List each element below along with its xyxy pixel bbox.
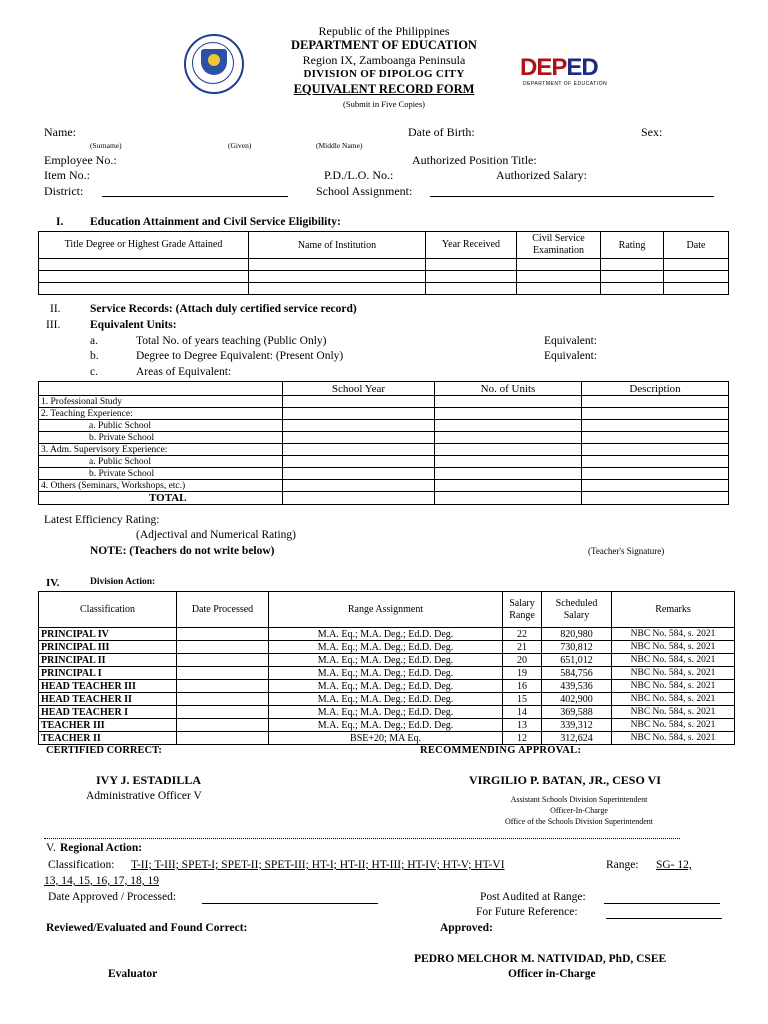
range-assignment-cell: M.A. Eq.; M.A. Deg.; Ed.D. Deg. xyxy=(269,706,503,719)
classification-cell: HEAD TEACHER III xyxy=(39,680,177,693)
units-row[interactable] xyxy=(39,480,729,492)
remarks-cell: NBC No. 584, s. 2021 xyxy=(612,641,735,654)
units-row-label: b. Private School xyxy=(39,468,283,480)
salary-range-cell: 21 xyxy=(503,641,542,654)
range-assignment-cell: M.A. Eq.; M.A. Deg.; Ed.D. Deg. xyxy=(269,693,503,706)
classification-value: T-II; T-III; SPET-I; SPET-II; SPET-III; HT-I; HT-II; HT-III; HT-IV; HT-V; HT-VI xyxy=(131,859,505,871)
division-table-row[interactable] xyxy=(39,732,735,745)
section1-title: Education Attainment and Civil Service Eligibility: xyxy=(90,216,341,228)
section4-number: IV. xyxy=(46,577,60,589)
dob-label: Date of Birth: xyxy=(408,125,475,139)
salary-range-cell: 14 xyxy=(503,706,542,719)
range-assignment-cell: M.A. Eq.; M.A. Deg.; Ed.D. Deg. xyxy=(269,719,503,732)
item-c-text: Areas of Equivalent: xyxy=(136,366,232,378)
salary-range-cell: 12 xyxy=(503,732,542,745)
education-col-year: Year Received xyxy=(426,232,517,259)
scheduled-salary-cell: 369,588 xyxy=(542,706,612,719)
evaluator-label: Evaluator xyxy=(108,968,158,980)
division-col-classification: Classification xyxy=(39,592,177,628)
approver-name: PEDRO MELCHOR M. NATIVIDAD, PhD, CSEE xyxy=(414,953,667,965)
division-header-row xyxy=(39,592,735,628)
certifier-name: IVY J. ESTADILLA xyxy=(96,773,202,787)
remarks-cell: NBC No. 584, s. 2021 xyxy=(612,628,735,641)
range-assignment-cell: M.A. Eq.; M.A. Deg.; Ed.D. Deg. xyxy=(269,641,503,654)
date-processed-cell xyxy=(177,654,269,667)
scheduled-salary-cell: 439,536 xyxy=(542,680,612,693)
section5-title: Regional Action: xyxy=(60,842,143,854)
section5-number: V. xyxy=(46,842,56,854)
scheduled-salary-cell: 651,012 xyxy=(542,654,612,667)
pd-lo-label: P.D./L.O. No.: xyxy=(324,168,394,182)
school-assignment-label: School Assignment: xyxy=(316,184,413,198)
surname-caption: (Surname) xyxy=(90,141,122,150)
date-processed-cell xyxy=(177,680,269,693)
education-col-title: Title Degree or Highest Grade Attained xyxy=(39,232,249,259)
adjectival-rating-note: (Adjectival and Numerical Rating) xyxy=(136,529,296,541)
date-approved-label: Date Approved / Processed: xyxy=(48,891,177,903)
salary-range-cell: 13 xyxy=(503,719,542,732)
post-audited-label: Post Audited at Range: xyxy=(480,891,586,903)
division-col-date-processed: Date Processed xyxy=(177,592,269,628)
range-value: SG- 12, xyxy=(656,859,692,871)
date-processed-cell xyxy=(177,732,269,745)
item-b-letter: b. xyxy=(90,350,99,362)
auth-position-label: Authorized Position Title: xyxy=(412,153,537,167)
education-col-exam: Civil Service Examination xyxy=(517,232,601,259)
units-row-label: a. Public School xyxy=(39,456,283,468)
recommender-title-2: Officer-In-Charge xyxy=(550,806,608,815)
date-processed-cell xyxy=(177,693,269,706)
units-col-description: Description xyxy=(582,382,729,396)
section3-number: III. xyxy=(46,319,61,331)
units-row-label: 3. Adm. Supervisory Experience: xyxy=(39,444,283,456)
item-b-text: Degree to Degree Equivalent: (Present Only) xyxy=(136,350,344,362)
salary-range-cell: 16 xyxy=(503,680,542,693)
scheduled-salary-cell: 584,756 xyxy=(542,667,612,680)
classification-cell: TEACHER II xyxy=(39,732,177,745)
scheduled-salary-cell: 730,812 xyxy=(542,641,612,654)
education-row[interactable] xyxy=(39,259,729,271)
officer-in-charge-label: Officer in-Charge xyxy=(508,968,596,980)
units-row[interactable] xyxy=(39,432,729,444)
remarks-cell: NBC No. 584, s. 2021 xyxy=(612,706,735,719)
classification-cell: PRINCIPAL III xyxy=(39,641,177,654)
division-table-row[interactable] xyxy=(39,693,735,706)
date-processed-cell xyxy=(177,667,269,680)
range-assignment-cell: M.A. Eq.; M.A. Deg.; Ed.D. Deg. xyxy=(269,654,503,667)
salary-range-cell: 15 xyxy=(503,693,542,706)
teacher-signature-caption: (Teacher's Signature) xyxy=(588,546,665,556)
date-processed-cell xyxy=(177,641,269,654)
range-assignment-cell: M.A. Eq.; M.A. Deg.; Ed.D. Deg. xyxy=(269,667,503,680)
division-col-remarks: Remarks xyxy=(612,592,735,628)
department-heading: DEPARTMENT OF EDUCATION xyxy=(291,38,477,52)
region-heading: Region IX, Zamboanga Peninsula xyxy=(302,53,466,67)
units-row[interactable] xyxy=(39,456,729,468)
units-row-label: 4. Others (Seminars, Workshops, etc.) xyxy=(39,480,283,492)
item-a-equivalent: Equivalent: xyxy=(544,335,598,347)
units-col-school-year: School Year xyxy=(283,382,435,396)
education-col-rating: Rating xyxy=(601,232,664,259)
salary-range-cell: 22 xyxy=(503,628,542,641)
logo-subtitle: DEPARTMENT OF EDUCATION xyxy=(523,81,608,87)
education-col-institution: Name of Institution xyxy=(249,232,426,259)
classification-cell: TEACHER III xyxy=(39,719,177,732)
division-col-salary-range: Salary Range xyxy=(503,592,542,628)
classification-cell: HEAD TEACHER I xyxy=(39,706,177,719)
scheduled-salary-cell: 339,312 xyxy=(542,719,612,732)
recommending-approval-label: RECOMMENDING APPROVAL: xyxy=(420,745,582,756)
date-processed-cell xyxy=(177,628,269,641)
item-b-equivalent: Equivalent: xyxy=(544,350,598,362)
post-audited-underline xyxy=(604,903,720,904)
future-reference-label: For Future Reference: xyxy=(476,906,578,918)
sex-label: Sex: xyxy=(641,125,663,139)
recommender-title-3: Office of the Schools Division Superintendent xyxy=(504,817,654,826)
units-header-row xyxy=(39,382,729,396)
remarks-cell: NBC No. 584, s. 2021 xyxy=(612,667,735,680)
section-separator xyxy=(44,838,680,839)
division-table-row[interactable] xyxy=(39,667,735,680)
units-row-label: a. Public School xyxy=(39,420,283,432)
remarks-cell: NBC No. 584, s. 2021 xyxy=(612,719,735,732)
item-no-label: Item No.: xyxy=(44,168,90,182)
submit-note: (Submit in Five Copies) xyxy=(343,99,425,109)
education-row[interactable] xyxy=(39,283,729,295)
division-col-range: Range Assignment xyxy=(269,592,503,628)
range-label: Range: xyxy=(606,859,639,871)
division-table-row[interactable] xyxy=(39,680,735,693)
form-title: EQUIVALENT RECORD FORM xyxy=(293,82,475,96)
item-a-text: Total No. of years teaching (Public Only) xyxy=(136,335,327,347)
classification-cell: PRINCIPAL IV xyxy=(39,628,177,641)
scheduled-salary-cell: 820,980 xyxy=(542,628,612,641)
remarks-cell: NBC No. 584, s. 2021 xyxy=(612,654,735,667)
units-total-row[interactable] xyxy=(39,492,729,505)
item-c-letter: c. xyxy=(90,366,98,378)
seal-sun xyxy=(208,54,220,66)
division-table-row[interactable] xyxy=(39,641,735,654)
section2-number: II. xyxy=(50,303,61,315)
employee-no-label: Employee No.: xyxy=(44,153,117,167)
division-table-row[interactable] xyxy=(39,628,735,641)
recommender-title-1: Assistant Schools Division Superintendent xyxy=(510,795,648,804)
salary-range-cell: 19 xyxy=(503,667,542,680)
division-action-table xyxy=(38,591,735,745)
deped-logo xyxy=(520,54,625,94)
division-table-row[interactable] xyxy=(39,654,735,667)
section2-title: Service Records: (Attach duly certified service record) xyxy=(90,303,357,315)
units-row[interactable] xyxy=(39,444,729,456)
range-assignment-cell: M.A. Eq.; M.A. Deg.; Ed.D. Deg. xyxy=(269,628,503,641)
division-col-scheduled-salary: Scheduled Salary xyxy=(542,592,612,628)
remarks-cell: NBC No. 584, s. 2021 xyxy=(612,680,735,693)
units-row[interactable] xyxy=(39,396,729,408)
education-row[interactable] xyxy=(39,271,729,283)
units-row[interactable] xyxy=(39,468,729,480)
division-table-row[interactable] xyxy=(39,706,735,719)
date-processed-cell xyxy=(177,706,269,719)
units-row-label: 2. Teaching Experience: xyxy=(39,408,283,420)
classification-label: Classification: xyxy=(48,859,115,871)
range-assignment-cell: M.A. Eq.; M.A. Deg.; Ed.D. Deg. xyxy=(269,680,503,693)
district-underline xyxy=(102,196,288,197)
date-approved-underline xyxy=(202,903,378,904)
range-assignment-cell: BSE+20; MA Eq. xyxy=(269,732,503,745)
given-caption: (Given) xyxy=(228,141,252,150)
logo-ed: ED xyxy=(566,54,598,81)
efficiency-rating-label: Latest Efficiency Rating: xyxy=(44,514,160,526)
education-col-date: Date xyxy=(664,232,729,259)
division-heading: DIVISION OF DIPOLOG CITY xyxy=(303,68,465,80)
reviewed-label: Reviewed/Evaluated and Found Correct: xyxy=(46,922,248,934)
future-reference-underline xyxy=(606,918,722,919)
section4-title: Division Action: xyxy=(90,577,156,587)
classification-cell: HEAD TEACHER II xyxy=(39,693,177,706)
school-assignment-underline xyxy=(430,196,714,197)
salary-range-cell: 20 xyxy=(503,654,542,667)
certifier-title: Administrative Officer V xyxy=(86,790,202,802)
item-a-letter: a. xyxy=(90,335,98,347)
units-row[interactable] xyxy=(39,408,729,420)
name-label: Name: xyxy=(44,125,76,139)
district-label: District: xyxy=(44,184,84,198)
education-table xyxy=(38,231,729,295)
teachers-note: NOTE: (Teachers do not write below) xyxy=(90,545,275,557)
classification-cell: PRINCIPAL I xyxy=(39,667,177,680)
remarks-cell: NBC No. 584, s. 2021 xyxy=(612,732,735,745)
middle-caption: (Middle Name) xyxy=(316,141,363,150)
recommender-name: VIRGILIO P. BATAN, JR., CESO VI xyxy=(469,773,661,787)
units-col-no-units: No. of Units xyxy=(435,382,582,396)
units-row[interactable] xyxy=(39,420,729,432)
scheduled-salary-cell: 312,624 xyxy=(542,732,612,745)
logo-dep: DEP xyxy=(520,54,567,81)
education-header-row xyxy=(39,232,729,259)
remarks-cell: NBC No. 584, s. 2021 xyxy=(612,693,735,706)
section3-title: Equivalent Units: xyxy=(90,319,177,331)
range-value-continued: 13, 14, 15, 16, 17, 18, 19 xyxy=(44,875,159,887)
republic-heading: Republic of the Philippines xyxy=(318,24,450,38)
units-row-label: b. Private School xyxy=(39,432,283,444)
units-table xyxy=(38,381,729,505)
approved-label: Approved: xyxy=(440,922,493,934)
scheduled-salary-cell: 402,900 xyxy=(542,693,612,706)
auth-salary-label: Authorized Salary: xyxy=(496,168,587,182)
section1-number: I. xyxy=(56,216,64,228)
division-table-row[interactable] xyxy=(39,719,735,732)
units-total-label: TOTAL xyxy=(39,492,283,505)
date-processed-cell xyxy=(177,719,269,732)
certified-correct-label: CERTIFIED CORRECT: xyxy=(46,745,162,756)
units-row-label: 1. Professional Study xyxy=(39,396,283,408)
classification-cell: PRINCIPAL II xyxy=(39,654,177,667)
